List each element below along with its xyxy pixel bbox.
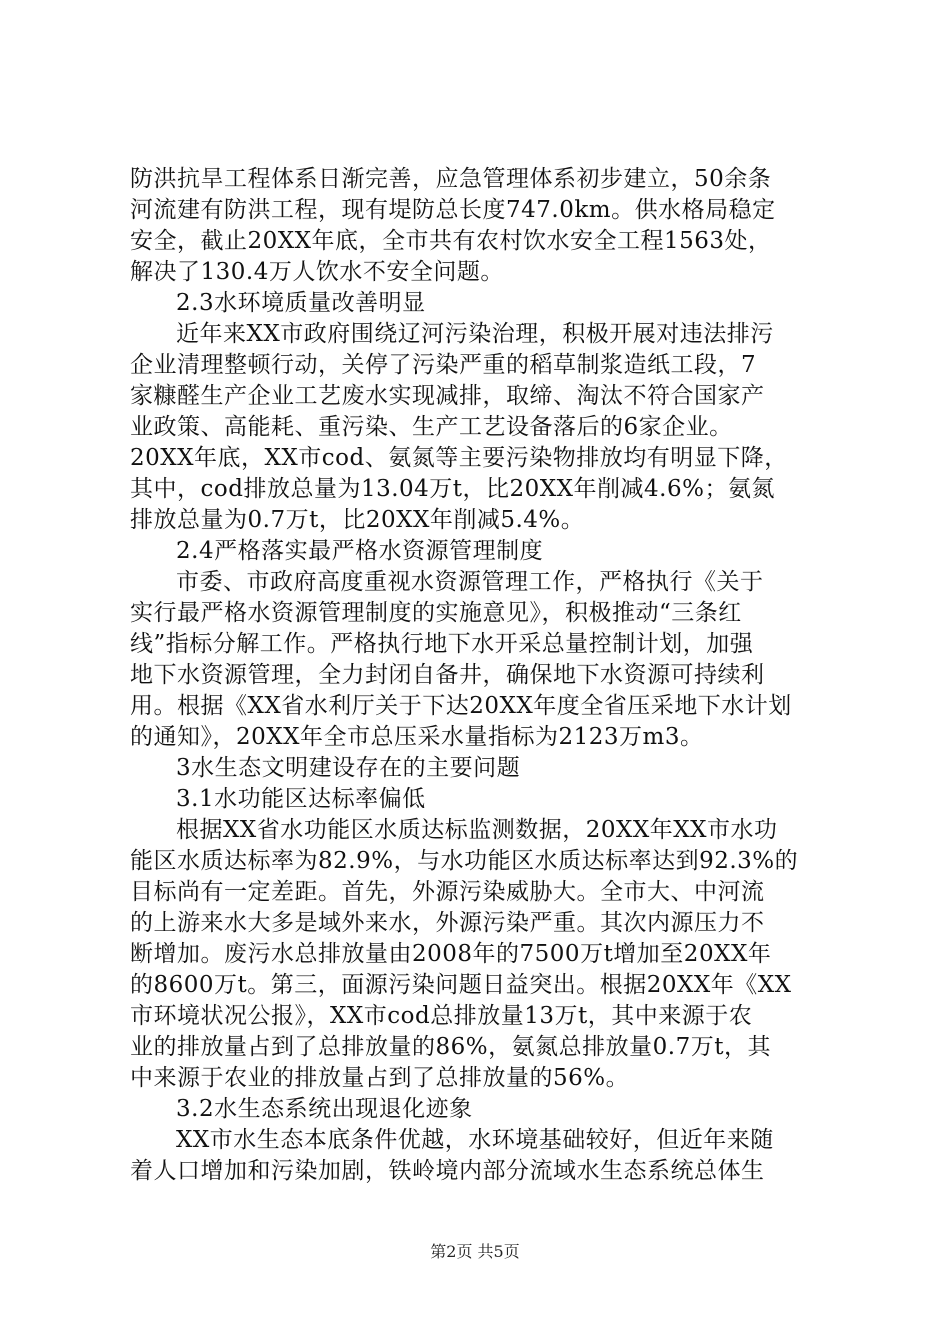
text-line: 的上游来水大多是域外来水，外源污染严重。其次内源压力不 [130,910,765,936]
paragraph-first-line: 近年来XX市政府围绕辽河污染治理，积极开展对违法排污 [176,321,774,347]
text-line: 防洪抗旱工程体系日渐完善，应急管理体系初步建立，50余条 [130,166,772,192]
section-heading: 2.4严格落实最严格水资源管理制度 [176,538,544,564]
paragraph-first-line: 市委、市政府高度重视水资源管理工作，严格执行《关于 [176,569,764,595]
text-line: 着人口增加和污染加剧，铁岭境内部分流域水生态系统总体生 [130,1158,765,1184]
text-line: 的8600万t。第三，面源污染问题日益突出。根据20XX年《XX [130,972,792,998]
text-line: 企业清理整顿行动，关停了污染严重的稻草制浆造纸工段，7 [130,352,757,378]
text-line: 中来源于农业的排放量占到了总排放量的56%。 [130,1065,630,1091]
section-heading: 3.1水功能区达标率偏低 [176,786,426,812]
section-heading: 3.2水生态系统出现退化迹象 [176,1096,473,1122]
text-line: 市环境状况公报》，XX市cod总排放量13万t，其中来源于农 [130,1003,753,1029]
text-line: 20XX年底，XX市cod、氨氮等主要污染物排放均有明显下降， [130,445,788,471]
text-line: 河流建有防洪工程，现有堤防总长度747.0km。供水格局稳定 [130,197,776,223]
page-number-footer: 第2页 共5页 [430,1242,520,1261]
paragraph-first-line: XX市水生态本底条件优越，水环境基础较好，但近年来随 [176,1127,774,1153]
text-line: 家糠醛生产企业工艺废水实现减排，取缔、淘汰不符合国家产 [130,383,765,409]
text-line: 其中，cod排放总量为13.04万t，比20XX年削减4.6%；氨氮 [130,476,775,502]
text-line: 业政策、高能耗、重污染、生产工艺设备落后的6家企业。 [130,414,733,440]
chapter-heading: 3水生态文明建设存在的主要问题 [176,755,521,781]
text-line: 解决了130.4万人饮水不安全问题。 [130,259,504,285]
section-heading: 2.3水环境质量改善明显 [176,290,426,316]
text-line: 的通知》，20XX年全市总压采水量指标为2123万m3。 [130,724,704,750]
paragraph-first-line: 根据XX省水功能区水质达标监测数据，20XX年XX市水功 [176,817,778,843]
text-line: 断增加。废污水总排放量由2008年的7500万t增加至20XX年 [130,941,772,967]
text-line: 线”指标分解工作。严格执行地下水开采总量控制计划，加强 [130,631,754,657]
text-line: 用。根据《XX省水利厅关于下达20XX年度全省压采地下水计划 [130,693,792,719]
text-line: 安全，截止20XX年底，全市共有农村饮水安全工程1563处， [130,228,772,254]
text-line: 地下水资源管理，全力封闭自备井，确保地下水资源可持续利 [130,662,765,688]
text-line: 目标尚有一定差距。首先，外源污染威胁大。全市大、中河流 [130,879,765,905]
text-line: 能区水质达标率为82.9%，与水功能区水质达标率达到92.3%的 [130,848,799,874]
document-body [130,164,830,1187]
text-line: 业的排放量占到了总排放量的86%，氨氮总排放量0.7万t，其 [130,1034,771,1060]
text-line: 排放总量为0.7万t，比20XX年削减5.4%。 [130,507,585,533]
text-line: 实行最严格水资源管理制度的实施意见》，积极推动“三条红 [130,600,742,626]
